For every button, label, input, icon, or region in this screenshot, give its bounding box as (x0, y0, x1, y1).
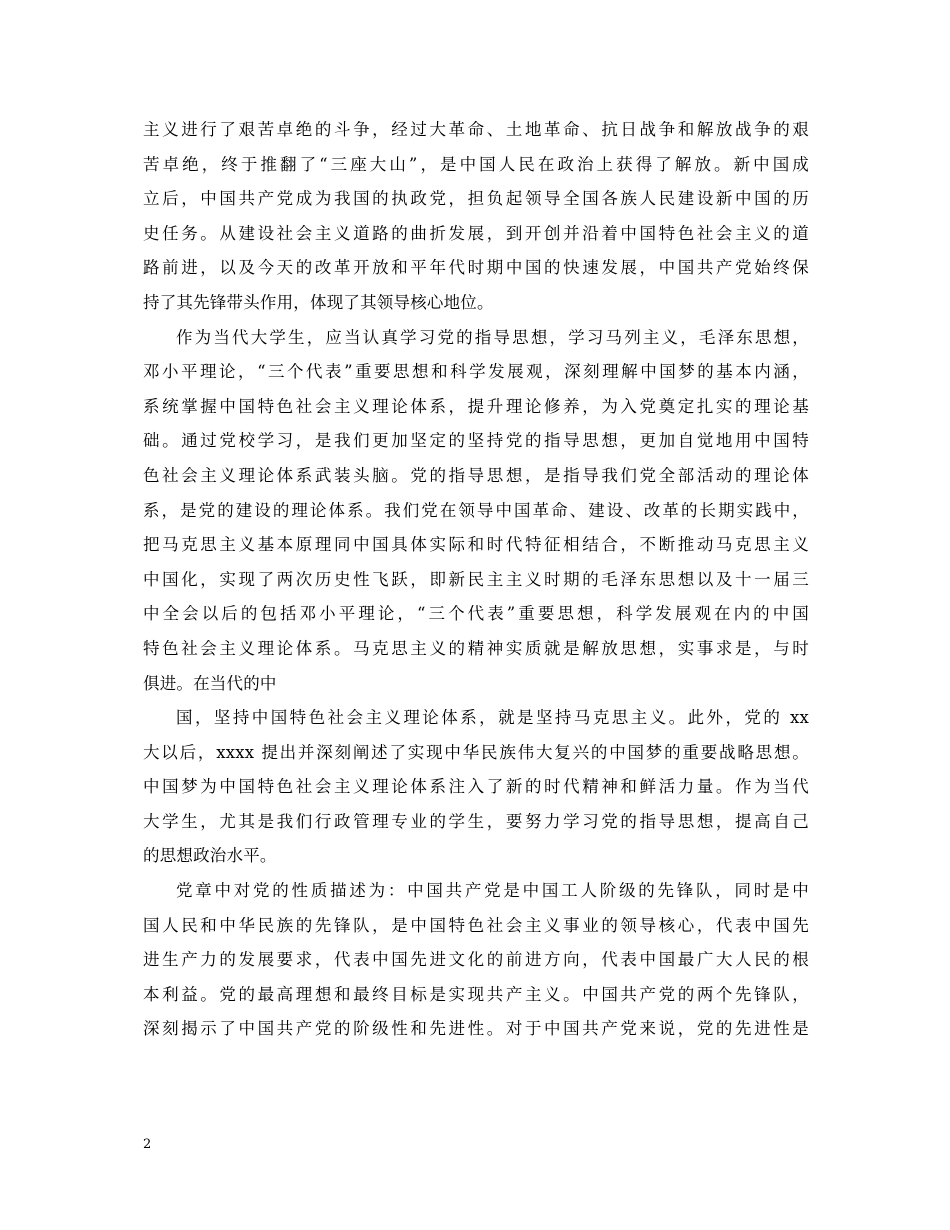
text-line: 大以后，xxxx 提出并深刻阐述了实现中华民族伟大复兴的中国梦的重要战略思想。 (143, 742, 809, 762)
text-line: 俱进。在当代的中 (143, 673, 277, 693)
paragraph-4 (143, 874, 809, 1047)
text-line: 深刻揭示了中国共产党的阶级性和先进性。对于中国共产党来说，党的先进性是 (143, 1019, 809, 1039)
page-number: 2 (143, 1137, 152, 1152)
text-line: 苦卓绝，终于推翻了“三座大山”，是中国人民在政治上获得了解放。新中国成 (143, 154, 809, 174)
text-line: 进生产力的发展要求，代表中国先进文化的前进方向，代表中国最广大人民的根 (143, 950, 809, 970)
text-line: 把马克思主义基本原理同中国具体实际和时代特征相结合，不断推动马克思主义 (143, 535, 809, 555)
text-line: 系，是党的建设的理论体系。我们党在领导中国革命、建设、改革的长期实践中， (143, 500, 809, 520)
text-line: 路前进，以及今天的改革开放和平年代时期中国的快速发展，中国共产党始终保 (143, 258, 809, 278)
text-line: 国人民和中华民族的先锋队，是中国特色社会主义事业的领导核心，代表中国先 (143, 915, 809, 935)
text-line: 国，坚持中国特色社会主义理论体系，就是坚持马克思主义。此外，党的 xx (176, 708, 809, 728)
text-line: 持了其先锋带头作用，体现了其领导核心地位。 (143, 292, 494, 312)
text-line: 础。通过党校学习，是我们更加坚定的坚持党的指导思想，更加自觉地用中国特 (143, 431, 809, 451)
paragraph-1 (143, 113, 809, 321)
text-line: 作为当代大学生，应当认真学习党的指导思想，学习马列主义，毛泽东思想， (176, 327, 809, 347)
text-line: 立后，中国共产党成为我国的执政党，担负起领导全国各族人民建设新中国的历 (143, 189, 809, 209)
text-line: 的思想政治水平。 (143, 846, 277, 866)
text-line: 色社会主义理论体系武装头脑。党的指导思想，是指导我们党全部活动的理论体 (143, 465, 809, 485)
text-line: 特色社会主义理论体系。马克思主义的精神实质就是解放思想，实事求是，与时 (143, 638, 809, 658)
text-line: 大学生，尤其是我们行政管理专业的学生，要努力学习党的指导思想，提高自己 (143, 811, 809, 831)
text-line: 主义进行了艰苦卓绝的斗争，经过大革命、土地革命、抗日战争和解放战争的艰 (143, 120, 809, 139)
document-body (143, 113, 809, 1047)
text-line: 中国化，实现了两次历史性飞跃，即新民主主义时期的毛泽东思想以及十一届三 (143, 569, 809, 589)
text-line: 邓小平理论，“三个代表”重要思想和科学发展观，深刻理解中国梦的基本内涵， (143, 362, 809, 382)
text-line: 党章中对党的性质描述为：中国共产党是中国工人阶级的先锋队，同时是中 (176, 881, 809, 901)
text-line: 中国梦为中国特色社会主义理论体系注入了新的时代精神和鲜活力量。作为当代 (143, 777, 809, 797)
paragraph-2 (143, 321, 809, 702)
text-line: 系统掌握中国特色社会主义理论体系，提升理论修养，为入党奠定扎实的理论基 (143, 396, 809, 416)
text-line: 本利益。党的最高理想和最终目标是实现共产主义。中国共产党的两个先锋队， (143, 984, 809, 1004)
text-line: 史任务。从建设社会主义道路的曲折发展，到开创并沿着中国特色社会主义的道 (143, 223, 809, 243)
paragraph-3 (143, 701, 809, 874)
text-line: 中全会以后的包括邓小平理论，“三个代表”重要思想，科学发展观在内的中国 (143, 604, 809, 624)
